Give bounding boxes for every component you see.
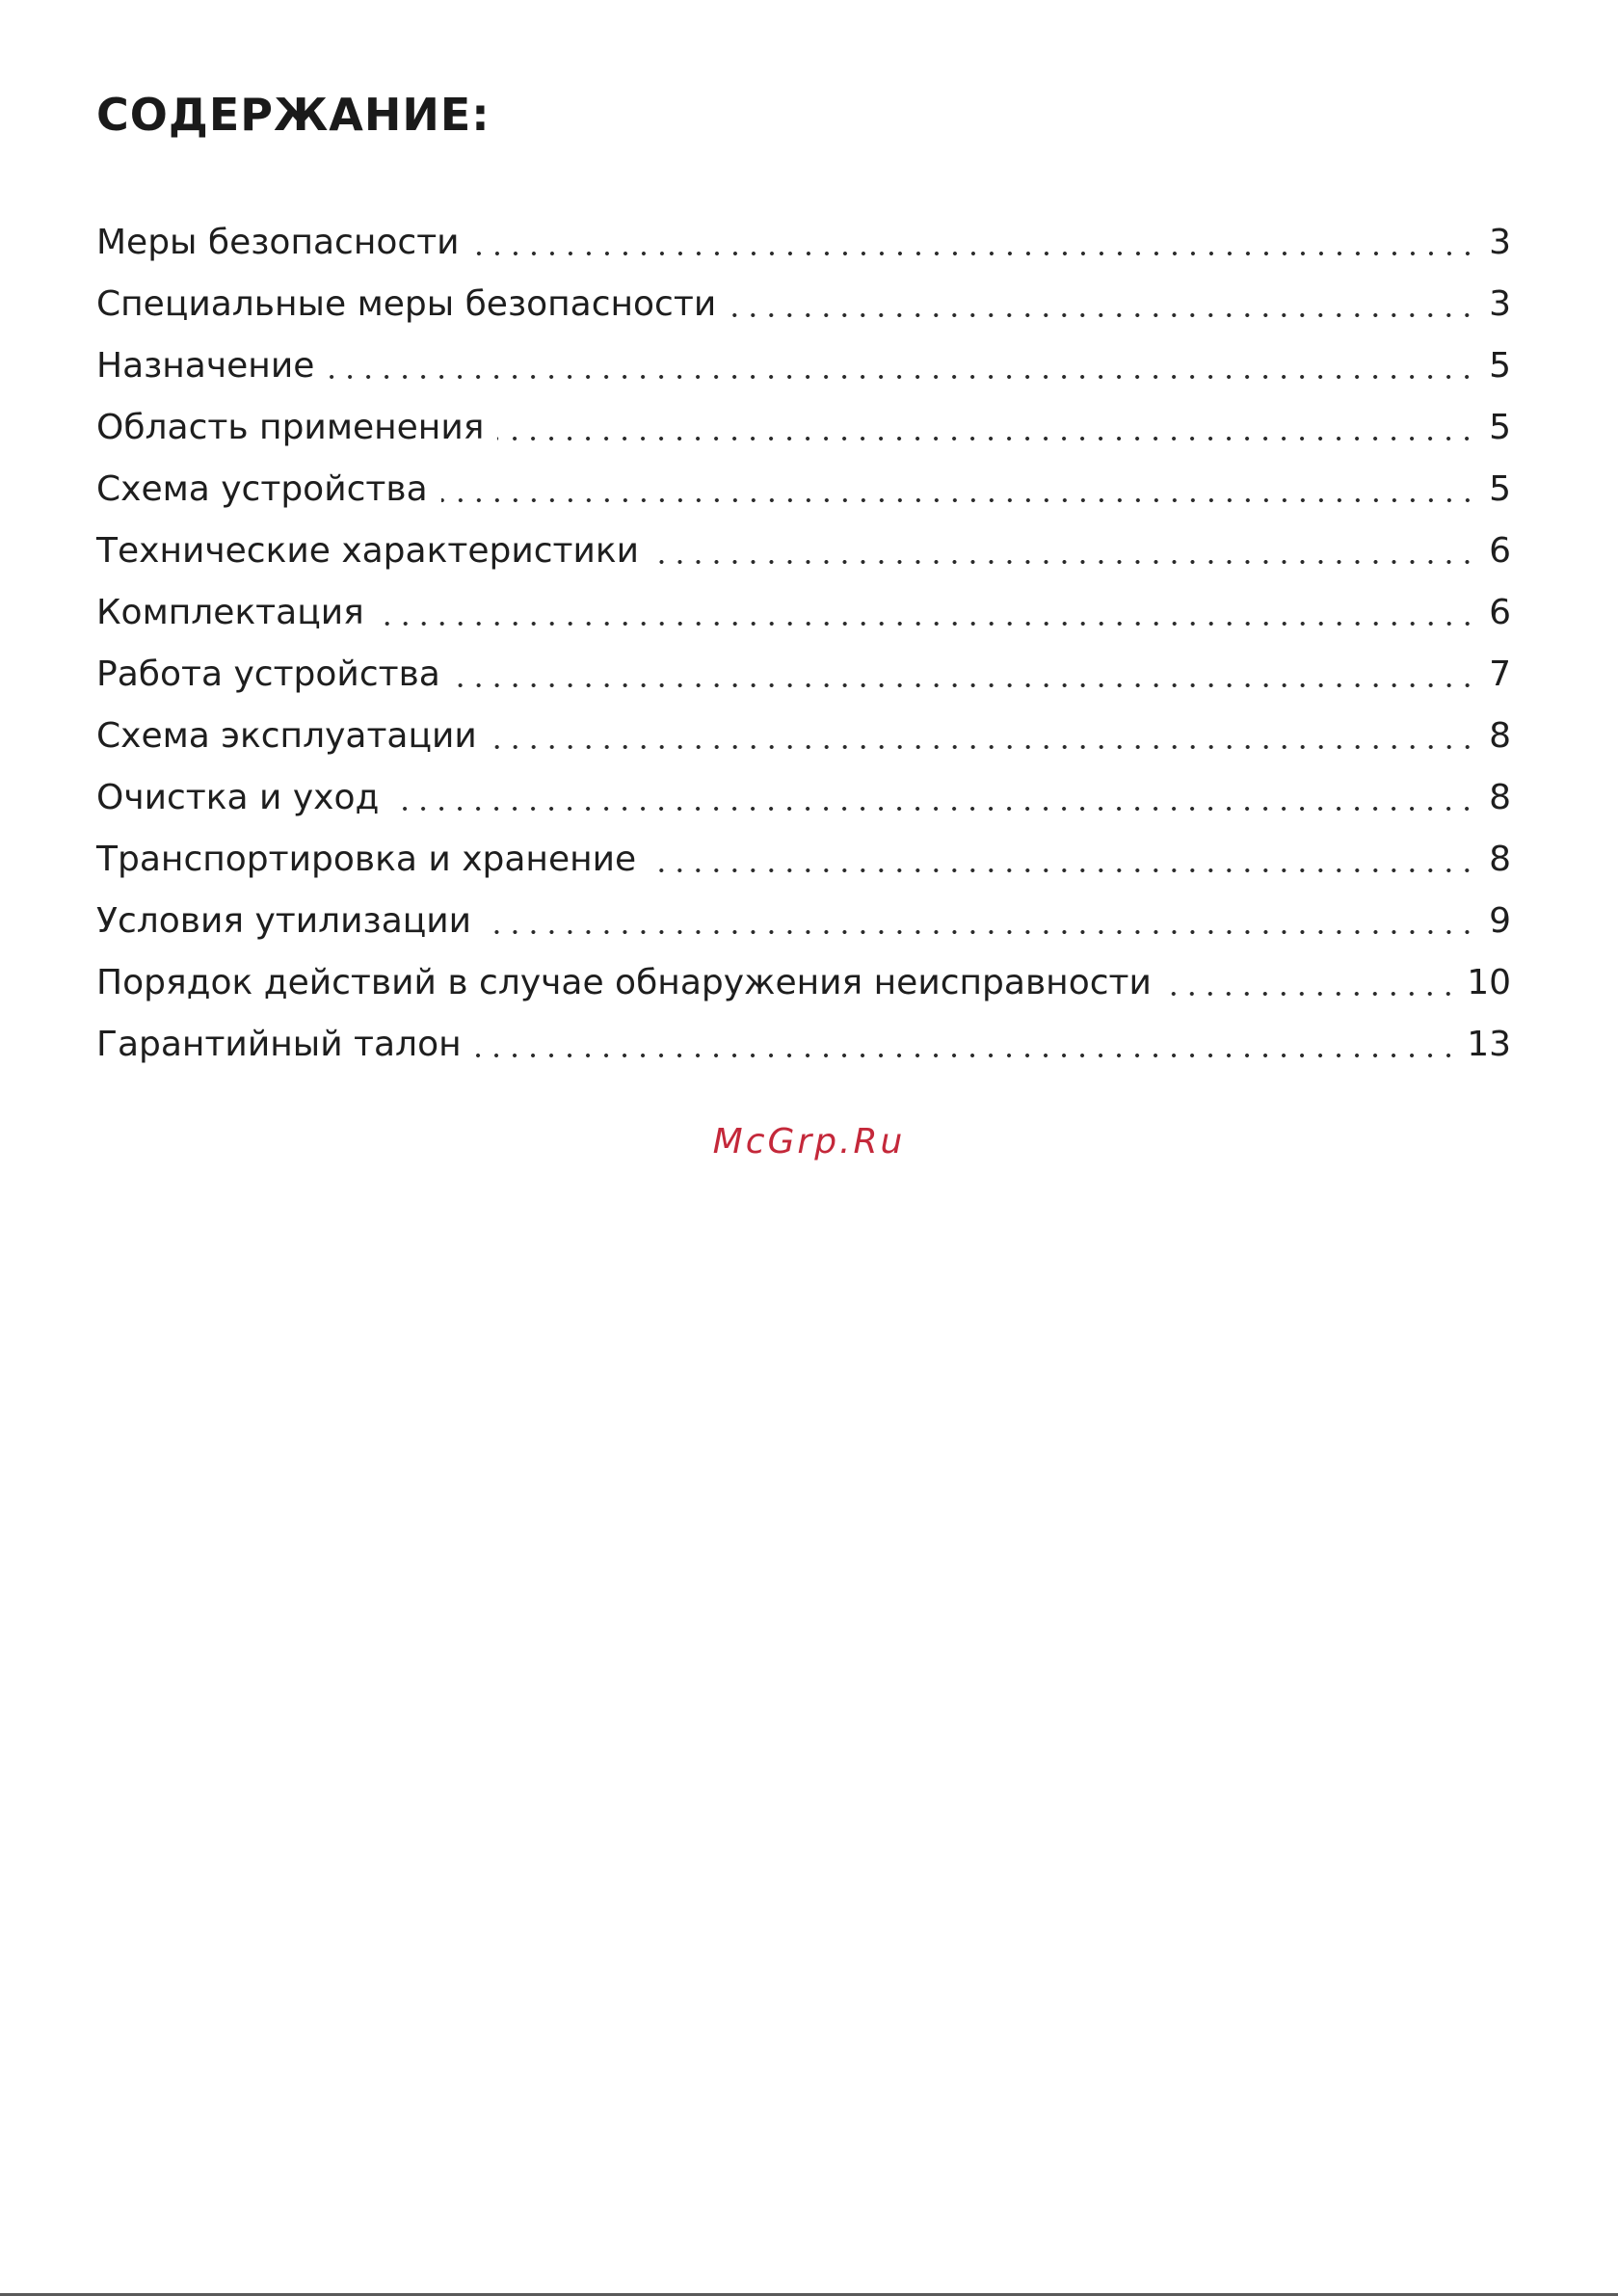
toc-entry-page: 6 — [1489, 593, 1511, 632]
toc-dot-leader — [1165, 976, 1457, 1011]
toc-entry-page: 3 — [1489, 284, 1511, 324]
toc-dot-leader — [328, 360, 1476, 394]
toc-entry[interactable] — [96, 952, 1511, 1014]
page-title: СОДЕРЖАНИЕ: — [96, 89, 491, 141]
toc-dot-leader — [485, 915, 1476, 949]
toc-dot-leader — [729, 298, 1476, 333]
toc-dot-leader — [441, 483, 1476, 518]
toc-entry-label: Специальные меры безопасности — [96, 274, 729, 335]
toc-entry[interactable] — [96, 706, 1511, 767]
toc-entry-page: 8 — [1489, 716, 1511, 756]
toc-entry-label: Транспортировка и хранение — [96, 829, 650, 891]
toc-entry-page: 5 — [1489, 346, 1511, 386]
toc-entry-label: Гарантийный талон — [96, 1014, 475, 1076]
toc-entry[interactable] — [96, 212, 1511, 274]
toc-entry-label: Комплектация — [96, 582, 378, 644]
toc-entry-label: Назначение — [96, 335, 328, 397]
toc-entry[interactable] — [96, 644, 1511, 706]
toc-dot-leader — [392, 791, 1476, 826]
toc-entry[interactable] — [96, 521, 1511, 582]
toc-entry-page: 13 — [1467, 1025, 1511, 1064]
toc-entry-page: 9 — [1489, 901, 1511, 941]
toc-dot-leader — [491, 730, 1476, 764]
toc-entry[interactable] — [96, 891, 1511, 952]
toc-entry-page: 5 — [1489, 408, 1511, 447]
toc-entry-page: 8 — [1489, 778, 1511, 817]
toc-entry-page: 3 — [1489, 223, 1511, 262]
toc-entry-page: 7 — [1489, 654, 1511, 694]
toc-entry-page: 6 — [1489, 531, 1511, 571]
toc-entry-label: Схема устройства — [96, 459, 441, 521]
toc-dot-leader — [454, 668, 1476, 703]
toc-entry-label: Меры безопасности — [96, 212, 473, 274]
toc-entry-label: Область применения — [96, 397, 497, 459]
toc-entry[interactable] — [96, 335, 1511, 397]
toc-entry-label: Схема эксплуатации — [96, 706, 491, 767]
toc-dot-leader — [652, 545, 1476, 579]
toc-entry[interactable] — [96, 1014, 1511, 1076]
toc-entry-label: Условия утилизации — [96, 891, 485, 952]
toc-entry-label: Технические характеристики — [96, 521, 652, 582]
toc-entry[interactable] — [96, 767, 1511, 829]
toc-entry-page: 5 — [1489, 469, 1511, 509]
toc-entry-label: Очистка и уход — [96, 767, 392, 829]
toc-dot-leader — [650, 853, 1476, 888]
toc-dot-leader — [378, 606, 1476, 641]
toc-dot-leader — [497, 421, 1476, 456]
toc-entry[interactable] — [96, 459, 1511, 521]
toc-entry[interactable] — [96, 829, 1511, 891]
toc-entry[interactable] — [96, 274, 1511, 335]
toc-entry-page: 8 — [1489, 840, 1511, 879]
watermark-text[interactable]: McGrp.Ru — [712, 1122, 906, 1161]
toc-entry[interactable] — [96, 397, 1511, 459]
toc-entry-label: Работа устройства — [96, 644, 454, 706]
toc-entry[interactable] — [96, 582, 1511, 644]
toc-entry-page: 10 — [1467, 963, 1511, 1002]
toc-dot-leader — [473, 236, 1476, 271]
toc-entry-label: Порядок действий в случае обнаружения неисправности — [96, 952, 1165, 1014]
toc-dot-leader — [475, 1038, 1458, 1073]
table-of-contents — [96, 212, 1511, 1076]
